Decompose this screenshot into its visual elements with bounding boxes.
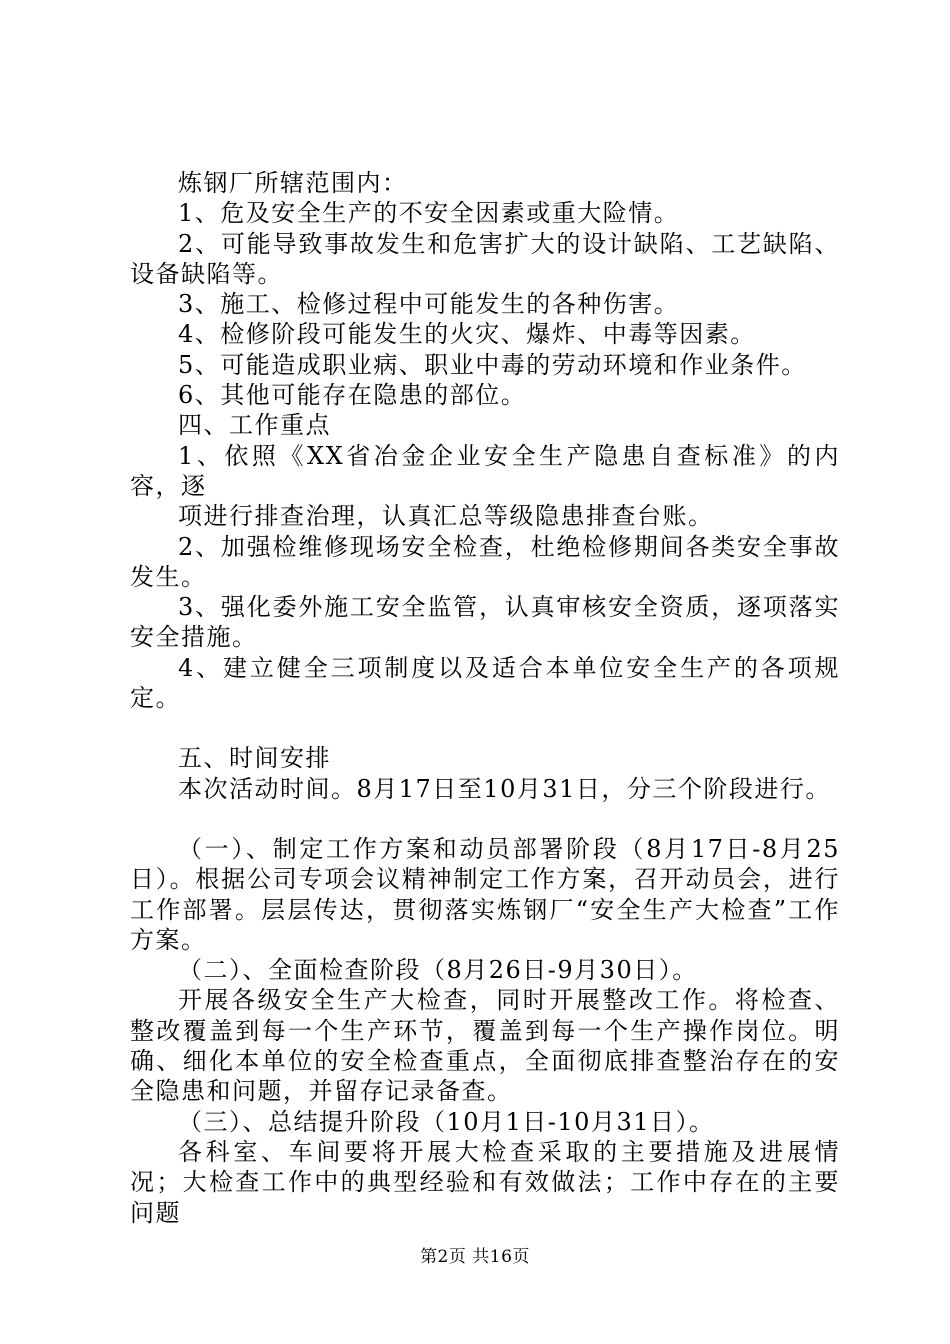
paragraph-focus-1-continued: 项进行排查治理，认真汇总等级隐患排查台账。 [178,502,714,531]
paragraph-item-6: 6、其他可能存在隐患的部位。 [178,381,527,410]
paragraph-item-3: 3、施工、检修过程中可能发生的各种伤害。 [178,290,680,319]
paragraph-item-1: 1、危及安全生产的不安全因素或重大险情。 [178,199,680,228]
page-number-footer: 第2页 共16页 [420,1247,530,1267]
paragraph-focus-3: 3、强化委外施工安全监管，认真审核安全资质，逐项落实安全措施。 [130,593,840,652]
paragraph-schedule-intro: 本次活动时间。8月17日至10月31日，分三个阶段进行。 [178,774,831,803]
document-body [130,168,840,1228]
paragraph-focus-2: 2、加强检维修现场安全检查，杜绝检修期间各类安全事故发生。 [130,532,840,591]
paragraph-focus-1: 1、依照《XX省冶金企业安全生产隐患自查标准》的内容，逐 [130,441,840,500]
paragraph-phase-2-heading: （二）、全面检查阶段（8月26日-9月30日）。 [178,956,698,985]
paragraph-phase-3-body: 各科室、车间要将开展大检查采取的主要措施及进展情况；大检查工作中的典型经验和有效做法；工作中存在的主要问题 [130,1137,840,1227]
paragraph-focus-4: 4、建立健全三项制度以及适合本单位安全生产的各项规定。 [130,653,840,713]
paragraph-item-5: 5、可能造成职业病、职业中毒的劳动环境和作业条件。 [178,350,807,379]
paragraph-item-2: 2、可能导致事故发生和危害扩大的设计缺陷、工艺缺陷、设备缺陷等。 [130,229,840,288]
paragraph-scope-intro: 炼钢厂所辖范围内： [178,169,408,197]
paragraph-item-4: 4、检修阶段可能发生的火灾、爆炸、中毒等因素。 [178,320,756,349]
paragraph-phase-2-body: 开展各级安全生产大检查，同时开展整改工作。将检查、整改覆盖到每一个生产环节，覆盖到每一个生产操作岗位。明确、细化本单位的安全检查重点，全面彻底排查整治存在的安全隐患和问题，并留存记录备查。 [130,986,840,1106]
section-heading-work-focus: 四、工作重点 [178,411,331,440]
paragraph-phase-1: （一）、制定工作方案和动员部署阶段（8月17日-8月25日）。根据公司专项会议精神制定工作方案，召开动员会，进行工作部署。层层传达，贯彻落实炼钢厂“安全生产大检查”工作方案。 [130,834,840,954]
paragraph-phase-3-heading: （三）、总结提升阶段（10月1日-10月31日）。 [178,1107,715,1136]
section-heading-schedule: 五、时间安排 [178,744,331,773]
